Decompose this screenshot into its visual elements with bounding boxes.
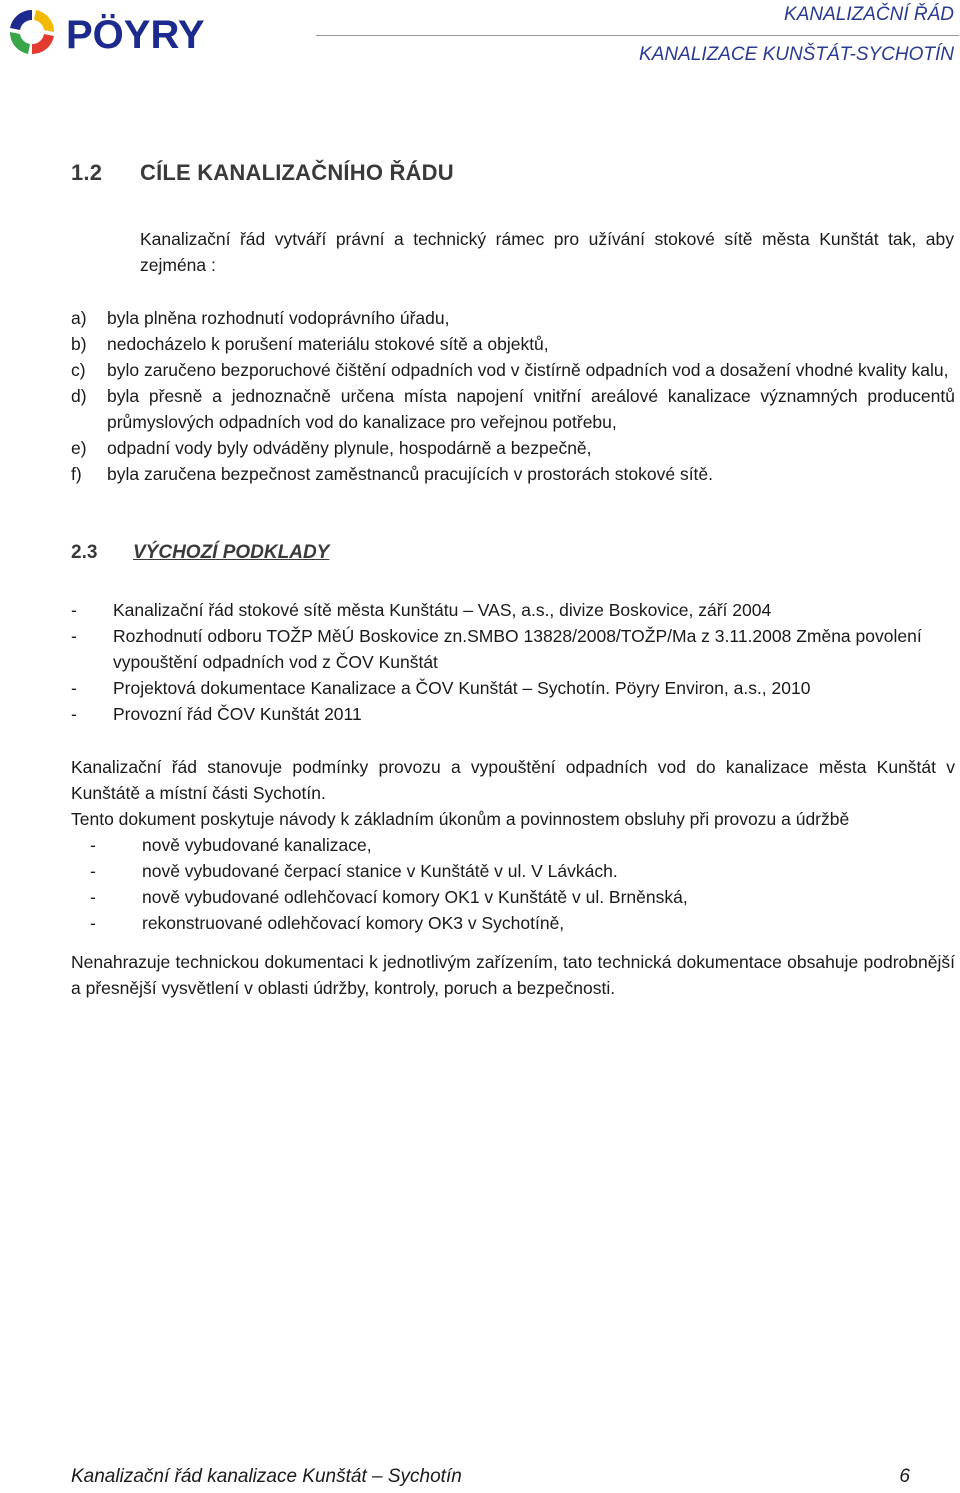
list-item xyxy=(90,884,950,910)
logo-wordmark: PÖYRY xyxy=(66,13,205,57)
footer-text: Kanalizační řád kanalizace Kunštát – Sychotín xyxy=(71,1466,462,1487)
list-item-text: byla plněna rozhodnutí vodoprávního úřadu, xyxy=(107,308,450,328)
section-2-heading xyxy=(71,540,329,566)
list-marker: d) xyxy=(71,386,87,406)
list-marker: - xyxy=(90,835,96,855)
list-item-text: Projektová dokumentace Kanalizace a ČOV Kunštát – Sychotín. Pöyry Environ, a.s., 2010 xyxy=(113,678,811,698)
list-item xyxy=(71,305,955,331)
list-marker: c) xyxy=(71,360,86,380)
goals-list xyxy=(71,305,955,487)
list-marker: e) xyxy=(71,438,87,458)
section-1-heading xyxy=(71,160,454,186)
list-item-text: byla přesně a jednoznačně určena místa napojení vnitřní areálové kanalizace významných producentů průmyslových odpadních vod do kanalizace pro veřejnou potřebu, xyxy=(107,386,955,432)
list-marker: - xyxy=(90,887,96,907)
list-item-text: Rozhodnutí odboru TOŽP MěÚ Boskovice zn.SMBO 13828/2008/TOŽP/Ma z 3.11.2008 Změna povolení vypouštění odpadních vod z ČOV Kunštát xyxy=(113,626,922,672)
list-item-text: nově vybudované odlehčovací komory OK1 v Kunštátě v ul. Brněnská, xyxy=(142,887,688,907)
list-item-text: byla zaručena bezpečnost zaměstnanců pracujících v prostorách stokové sítě. xyxy=(107,464,714,484)
list-item xyxy=(71,331,955,357)
list-marker: b) xyxy=(71,334,87,354)
list-item xyxy=(71,701,955,727)
list-marker: - xyxy=(71,626,77,646)
list-item-text: nově vybudované kanalizace, xyxy=(142,835,372,855)
poyry-logo xyxy=(4,4,266,60)
list-item-text: Provozní řád ČOV Kunštát 2011 xyxy=(113,704,362,724)
list-item-text: bylo zaručeno bezporuchové čištění odpadních vod v čistírně odpadních vod a dosažení vhodné kvality kalu, xyxy=(107,360,949,380)
list-item xyxy=(71,623,955,675)
paragraph-scope: Nenahrazuje technickou dokumentaci k jednotlivým zařízením, tato technická dokumentace obsahuje podrobnější a přesnější vysvětlení v oblasti údržby, kontroly, poruch a bezpečnosti. xyxy=(71,952,955,998)
list-marker: f) xyxy=(71,464,82,484)
section-1-intro: Kanalizační řád vytváří právní a technický rámec pro užívání stokové sítě města Kunštát tak, aby zejména : xyxy=(140,229,954,275)
list-item xyxy=(90,858,950,884)
list-item xyxy=(71,597,955,623)
header-subtitle: KANALIZACE KUNŠTÁT-SYCHOTÍN xyxy=(639,44,954,65)
list-marker: - xyxy=(90,913,96,933)
list-item xyxy=(90,910,950,936)
list-item xyxy=(90,832,950,858)
list-marker: - xyxy=(71,678,77,698)
list-item-text: rekonstruované odlehčovací komory OK3 v Sychotíně, xyxy=(142,913,565,933)
section-2-number: 2.3 xyxy=(71,542,98,563)
section-2-title: VÝCHOZÍ PODKLADY xyxy=(133,542,330,563)
header-rule xyxy=(316,35,959,36)
list-item-text: nově vybudované čerpací stanice v Kunštátě v ul. V Lávkách. xyxy=(142,861,618,881)
list-item xyxy=(71,461,955,487)
paragraph-conditions: Kanalizační řád stanovuje podmínky provozu a vypouštění odpadních vod do kanalizace města Kunštát v Kunštátě a místní části Sychotín. xyxy=(71,757,955,803)
page-number: 6 xyxy=(899,1466,910,1487)
list-item xyxy=(71,383,955,435)
header-title: KANALIZAČNÍ ŘÁD xyxy=(784,4,954,25)
list-item xyxy=(71,675,955,701)
list-item-text: odpadní vody byly odváděny plynule, hospodárně a bezpečně, xyxy=(107,438,592,458)
list-item-text: Kanalizační řád stokové sítě města Kunštátu – VAS, a.s., divize Boskovice, září 2004 xyxy=(113,600,772,620)
paragraph-guidance: Tento dokument poskytuje návody k základním úkonům a povinnostem obsluhy při provozu a údržbě xyxy=(71,809,850,829)
facilities-list xyxy=(90,832,950,936)
list-item xyxy=(71,357,955,383)
sources-list xyxy=(71,597,955,727)
list-marker: - xyxy=(90,861,96,881)
list-marker: - xyxy=(71,704,77,724)
list-marker: a) xyxy=(71,308,87,328)
section-1-number: 1.2 xyxy=(71,160,103,185)
list-marker: - xyxy=(71,600,77,620)
list-item-text: nedocházelo k porušení materiálu stokové sítě a objektů, xyxy=(107,334,549,354)
list-item xyxy=(71,435,955,461)
section-1-title: CÍLE KANALIZAČNÍHO ŘÁDU xyxy=(140,160,454,185)
